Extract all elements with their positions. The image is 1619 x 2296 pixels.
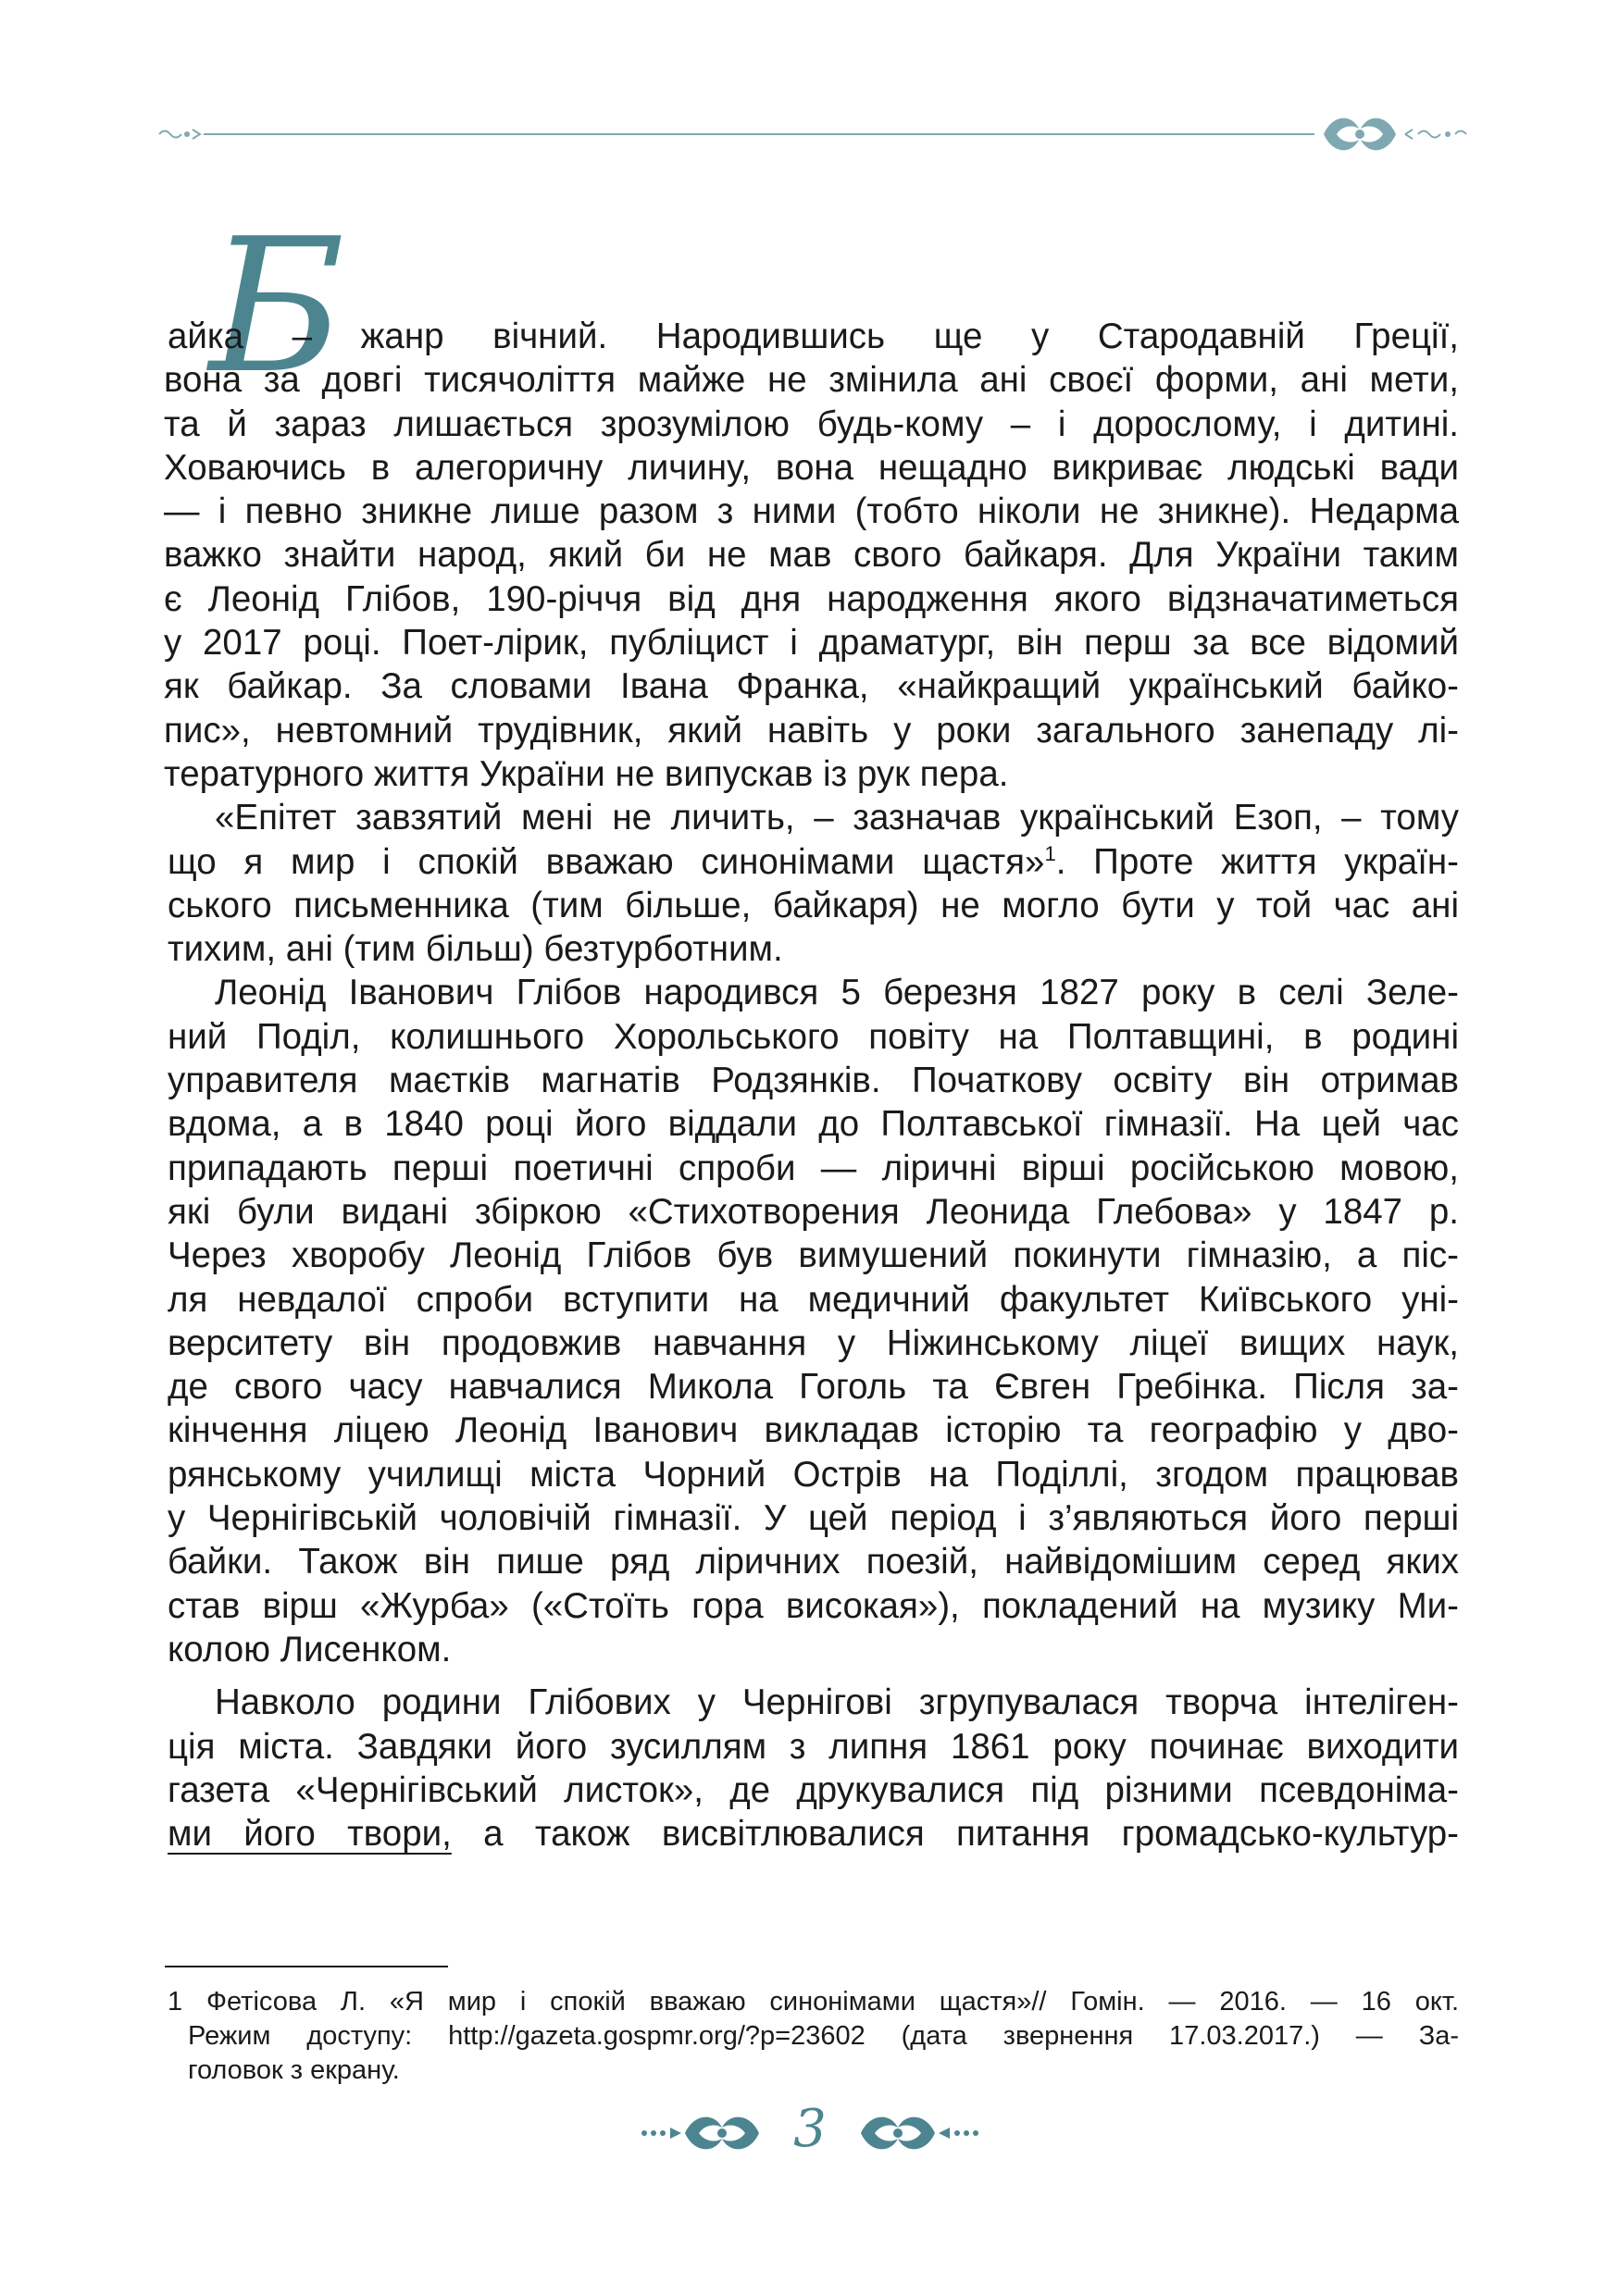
text-fragment: . Проте життя україн- xyxy=(1055,841,1459,882)
text-line: ція міста. Завдяки його зусиллям з липня 1861 року починає виходити xyxy=(168,1726,1459,1767)
text-line: які були видані збіркою «Стихотворения Леонида Глебова» у 1847 р. xyxy=(168,1191,1459,1232)
paragraph xyxy=(164,315,1459,796)
text-line: газета «Чернігівський листок», де друкувалися під різними псевдоніма- xyxy=(168,1769,1459,1810)
text-line: «Епітет завзятий мені не личить, – зазначав український Езоп, – тому xyxy=(215,798,1459,838)
text-line: байки. Також він пише ряд ліричних поезій, найвідомішим серед яких xyxy=(168,1542,1459,1582)
text-line: важко знайти народ, який би не мав свого байкаря. Для України таким xyxy=(164,535,1459,576)
text-line: Леонід Іванович Глібов народився 5 березня 1827 року в селі Зеле- xyxy=(215,973,1459,1013)
text-line: став вірш «Журба» («Стоїть гора високая»), покладений на музику Ми- xyxy=(168,1585,1459,1626)
footnote xyxy=(168,1985,1459,2088)
footnote-line: головок з екрану. xyxy=(188,2055,400,2085)
footnote-line: 1 Фетісова Л. «Я мир і спокій вважаю синонімами щастя»// Гомін. — 2016. — 16 окт. xyxy=(168,1987,1459,2017)
drop-cap: Б xyxy=(209,199,345,415)
page-number: 3 xyxy=(793,2099,827,2159)
text-line: ний Поділ, колишнього Хорольського повіту на Полтавщині, в родині xyxy=(168,1016,1459,1057)
text-line: пис», невтомний трудівник, який навіть у роки загального занепаду лі- xyxy=(164,710,1459,751)
article-body xyxy=(164,315,1459,1855)
text-line: у Чернігівській чоловічій гімназії. У цей період і з’являються його перші xyxy=(168,1498,1459,1539)
paragraph xyxy=(168,971,1459,1671)
text-line: у 2017 році. Поет-лірик, публіцист і драматург, він перш за все відомий xyxy=(164,623,1459,664)
text-line: ського письменника (тим більше, байкаря) не могло бути у той час ані xyxy=(168,885,1459,925)
text-line: Через хворобу Леонід Глібов був вимушений покинути гімназію, а піс- xyxy=(168,1235,1459,1276)
text-line: управителя маєтків магнатів Родзянків. Початкову освіту він отримав xyxy=(168,1061,1459,1101)
text-line: ля невдалої спроби вступити на медичний факультет Київського уні- xyxy=(168,1279,1459,1320)
text-line xyxy=(168,1812,1459,1855)
header-ornament xyxy=(156,111,1472,157)
text-line: верситету він продовжив навчання у Ніжинському ліцеї вищих наук, xyxy=(168,1322,1459,1363)
text-line: є Леонід Глібов, 190-річчя від дня народження якого відзначатиметься xyxy=(164,578,1459,619)
text-line: айка – жанр вічний. Народившись ще у Стародавній Греції, xyxy=(168,316,1459,356)
text-line: як байкар. За словами Івана Франка, «найкращий український байко- xyxy=(164,666,1459,707)
paragraph xyxy=(168,796,1459,971)
text-line: Навколо родини Глібових у Чернігові згрупувалася творча інтеліген- xyxy=(215,1682,1459,1723)
text-line: де свого часу навчалися Микола Гоголь та Євген Гребінка. Після за- xyxy=(168,1367,1459,1408)
footnote-marker[interactable]: 1 xyxy=(1044,841,1056,865)
text-fragment: що я мир і спокій вважаю синонімами щастя» xyxy=(168,841,1045,882)
text-line: та й зараз лишається зрозумілою будь-кому – і дорослому, і дитині. xyxy=(164,403,1459,444)
text-line: вона за довгі тисячоліття майже не змінила ані своєї форми, ані мети, xyxy=(164,360,1459,401)
text-line: колою Лисенком. xyxy=(168,1629,452,1669)
text-line: тихим, ані (тим більш) безтурботним. xyxy=(168,929,783,970)
text-line: вдома, а в 1840 році його віддали до Полтавської гімназії. На цей час xyxy=(168,1104,1459,1145)
text-line: тературного життя України не випускав із рук пера. xyxy=(164,753,1009,794)
footnote-line[interactable]: Режим доступу: http://gazeta.gospmr.org/?p=23602 (дата звернення 17.03.2017.) — За- xyxy=(188,2021,1459,2051)
text-line: рянському училищі міста Чорний Острів на Поділлі, згодом працював xyxy=(168,1454,1459,1495)
text-line: Ховаючись в алегоричну личину, вона нещадно викриває людські вади xyxy=(164,447,1459,488)
underlined-fragment: ми його твори, xyxy=(168,1814,452,1855)
text-line: припадають перші поетичні спроби — ліричні вірші російською мовою, xyxy=(168,1148,1459,1188)
text-fragment: а також висвітлювалися питання громадсько-культур- xyxy=(451,1814,1459,1855)
paragraph-gap xyxy=(168,1671,1459,1681)
text-line: кінчення ліцею Леонід Іванович викладав історію та географію у дво- xyxy=(168,1410,1459,1451)
page-number-ornament xyxy=(639,2096,981,2170)
text-line: — і певно зникне лише разом з ними (тобто ніколи не зникне). Недарма xyxy=(164,491,1459,532)
paragraph xyxy=(168,1681,1459,1855)
text-line xyxy=(168,840,1459,884)
footnote-separator xyxy=(165,1966,448,1967)
